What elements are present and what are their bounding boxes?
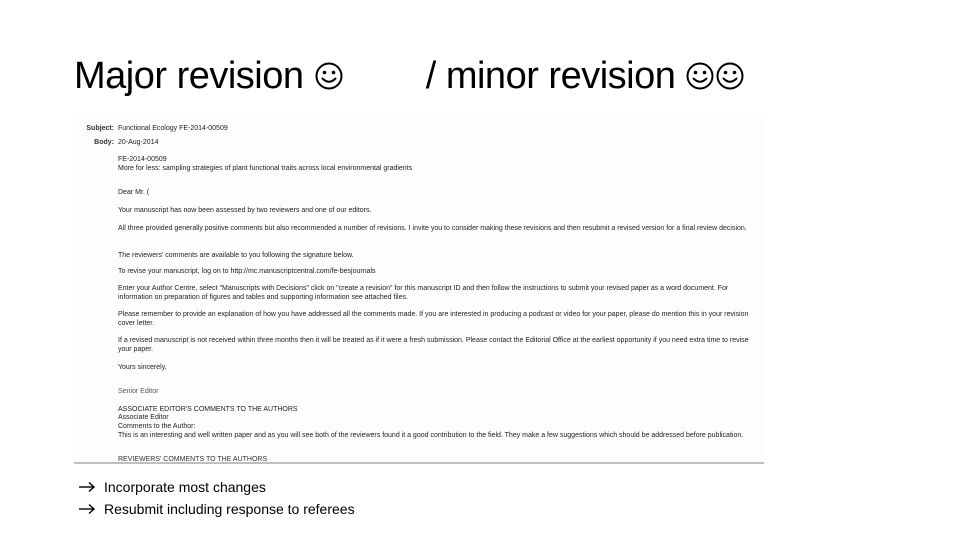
smiley-face-icon bbox=[314, 61, 344, 91]
smiley-face-icon bbox=[715, 61, 745, 91]
email-paragraph: If a revised manuscript is not received within three months then it will be treated as if it were a fresh submission. Please contact the Editorial Office at the earliest opportunity if you need extra time to revise your paper. bbox=[118, 337, 749, 353]
bullet-text: Resubmit including response to referees bbox=[104, 501, 355, 517]
email-closing: Yours sincerely, bbox=[118, 364, 167, 371]
subject-label: Subject: bbox=[86, 125, 114, 132]
slide-title bbox=[74, 54, 745, 98]
email-paragraph: To revise your manuscript, log on to http://mc.manuscriptcentral.com/fe-besjournals bbox=[118, 268, 376, 275]
bullet-text: Incorporate most changes bbox=[104, 479, 266, 495]
ae-comments-label: Comments to the Author: bbox=[118, 423, 196, 430]
email-paragraph: Your manuscript has now been assessed by two reviewers and one of our editors. bbox=[118, 207, 372, 214]
bullet-item bbox=[78, 476, 355, 498]
manuscript-title: More for less: sampling strategies of plant functional traits across local environmental gradients bbox=[118, 165, 413, 172]
body-label: Body: bbox=[94, 139, 114, 146]
bullet-item bbox=[78, 498, 355, 520]
ae-heading: ASSOCIATE EDITOR'S COMMENTS TO THE AUTHORS bbox=[118, 406, 298, 413]
title-minor-revision: / minor revision bbox=[425, 55, 676, 97]
right-arrow-icon bbox=[78, 481, 96, 493]
body-date: 20-Aug-2014 bbox=[118, 139, 159, 146]
email-paragraph: All three provided generally positive comments but also recommended a number of revisions. I invite you to consider making these revisions and then resubmit a revised version for a final review decision. bbox=[118, 225, 747, 232]
subject-value: Functional Ecology FE-2014-00509 bbox=[118, 125, 228, 132]
right-arrow-icon bbox=[78, 503, 96, 515]
manuscript-id: FE-2014-00509 bbox=[118, 156, 167, 163]
email-paragraph: Enter your Author Centre, select "Manuscripts with Decisions" click on "create a revision" for this manuscript ID and then follow the instructions to submit your revised paper as a word document. For information on preparation of figures and tables and supporting information see attached files. bbox=[118, 285, 729, 301]
salutation: Dear Mr. ( bbox=[118, 189, 150, 196]
email-screenshot bbox=[74, 118, 764, 464]
ae-comment: This is an interesting and well written paper and as you will see both of the reviewers found it a good contribution to the field. They make a few suggestions which should be addressed before publication. bbox=[118, 432, 744, 439]
email-paragraph: Please remember to provide an explanation of how you have addressed all the comments made. If you are interested in producing a podcast or video for your paper, please do mention this in your revision cover letter. bbox=[118, 311, 749, 327]
smiley-face-icon bbox=[685, 61, 715, 91]
reviewers-heading: REVIEWERS' COMMENTS TO THE AUTHORS bbox=[118, 456, 268, 463]
signature: Senior Editor bbox=[118, 388, 159, 395]
title-major-revision: Major revision bbox=[74, 55, 304, 97]
bullet-list bbox=[78, 476, 355, 520]
email-paragraph: The reviewers' comments are available to you following the signature below. bbox=[118, 252, 354, 259]
ae-role: Associate Editor bbox=[118, 414, 169, 421]
